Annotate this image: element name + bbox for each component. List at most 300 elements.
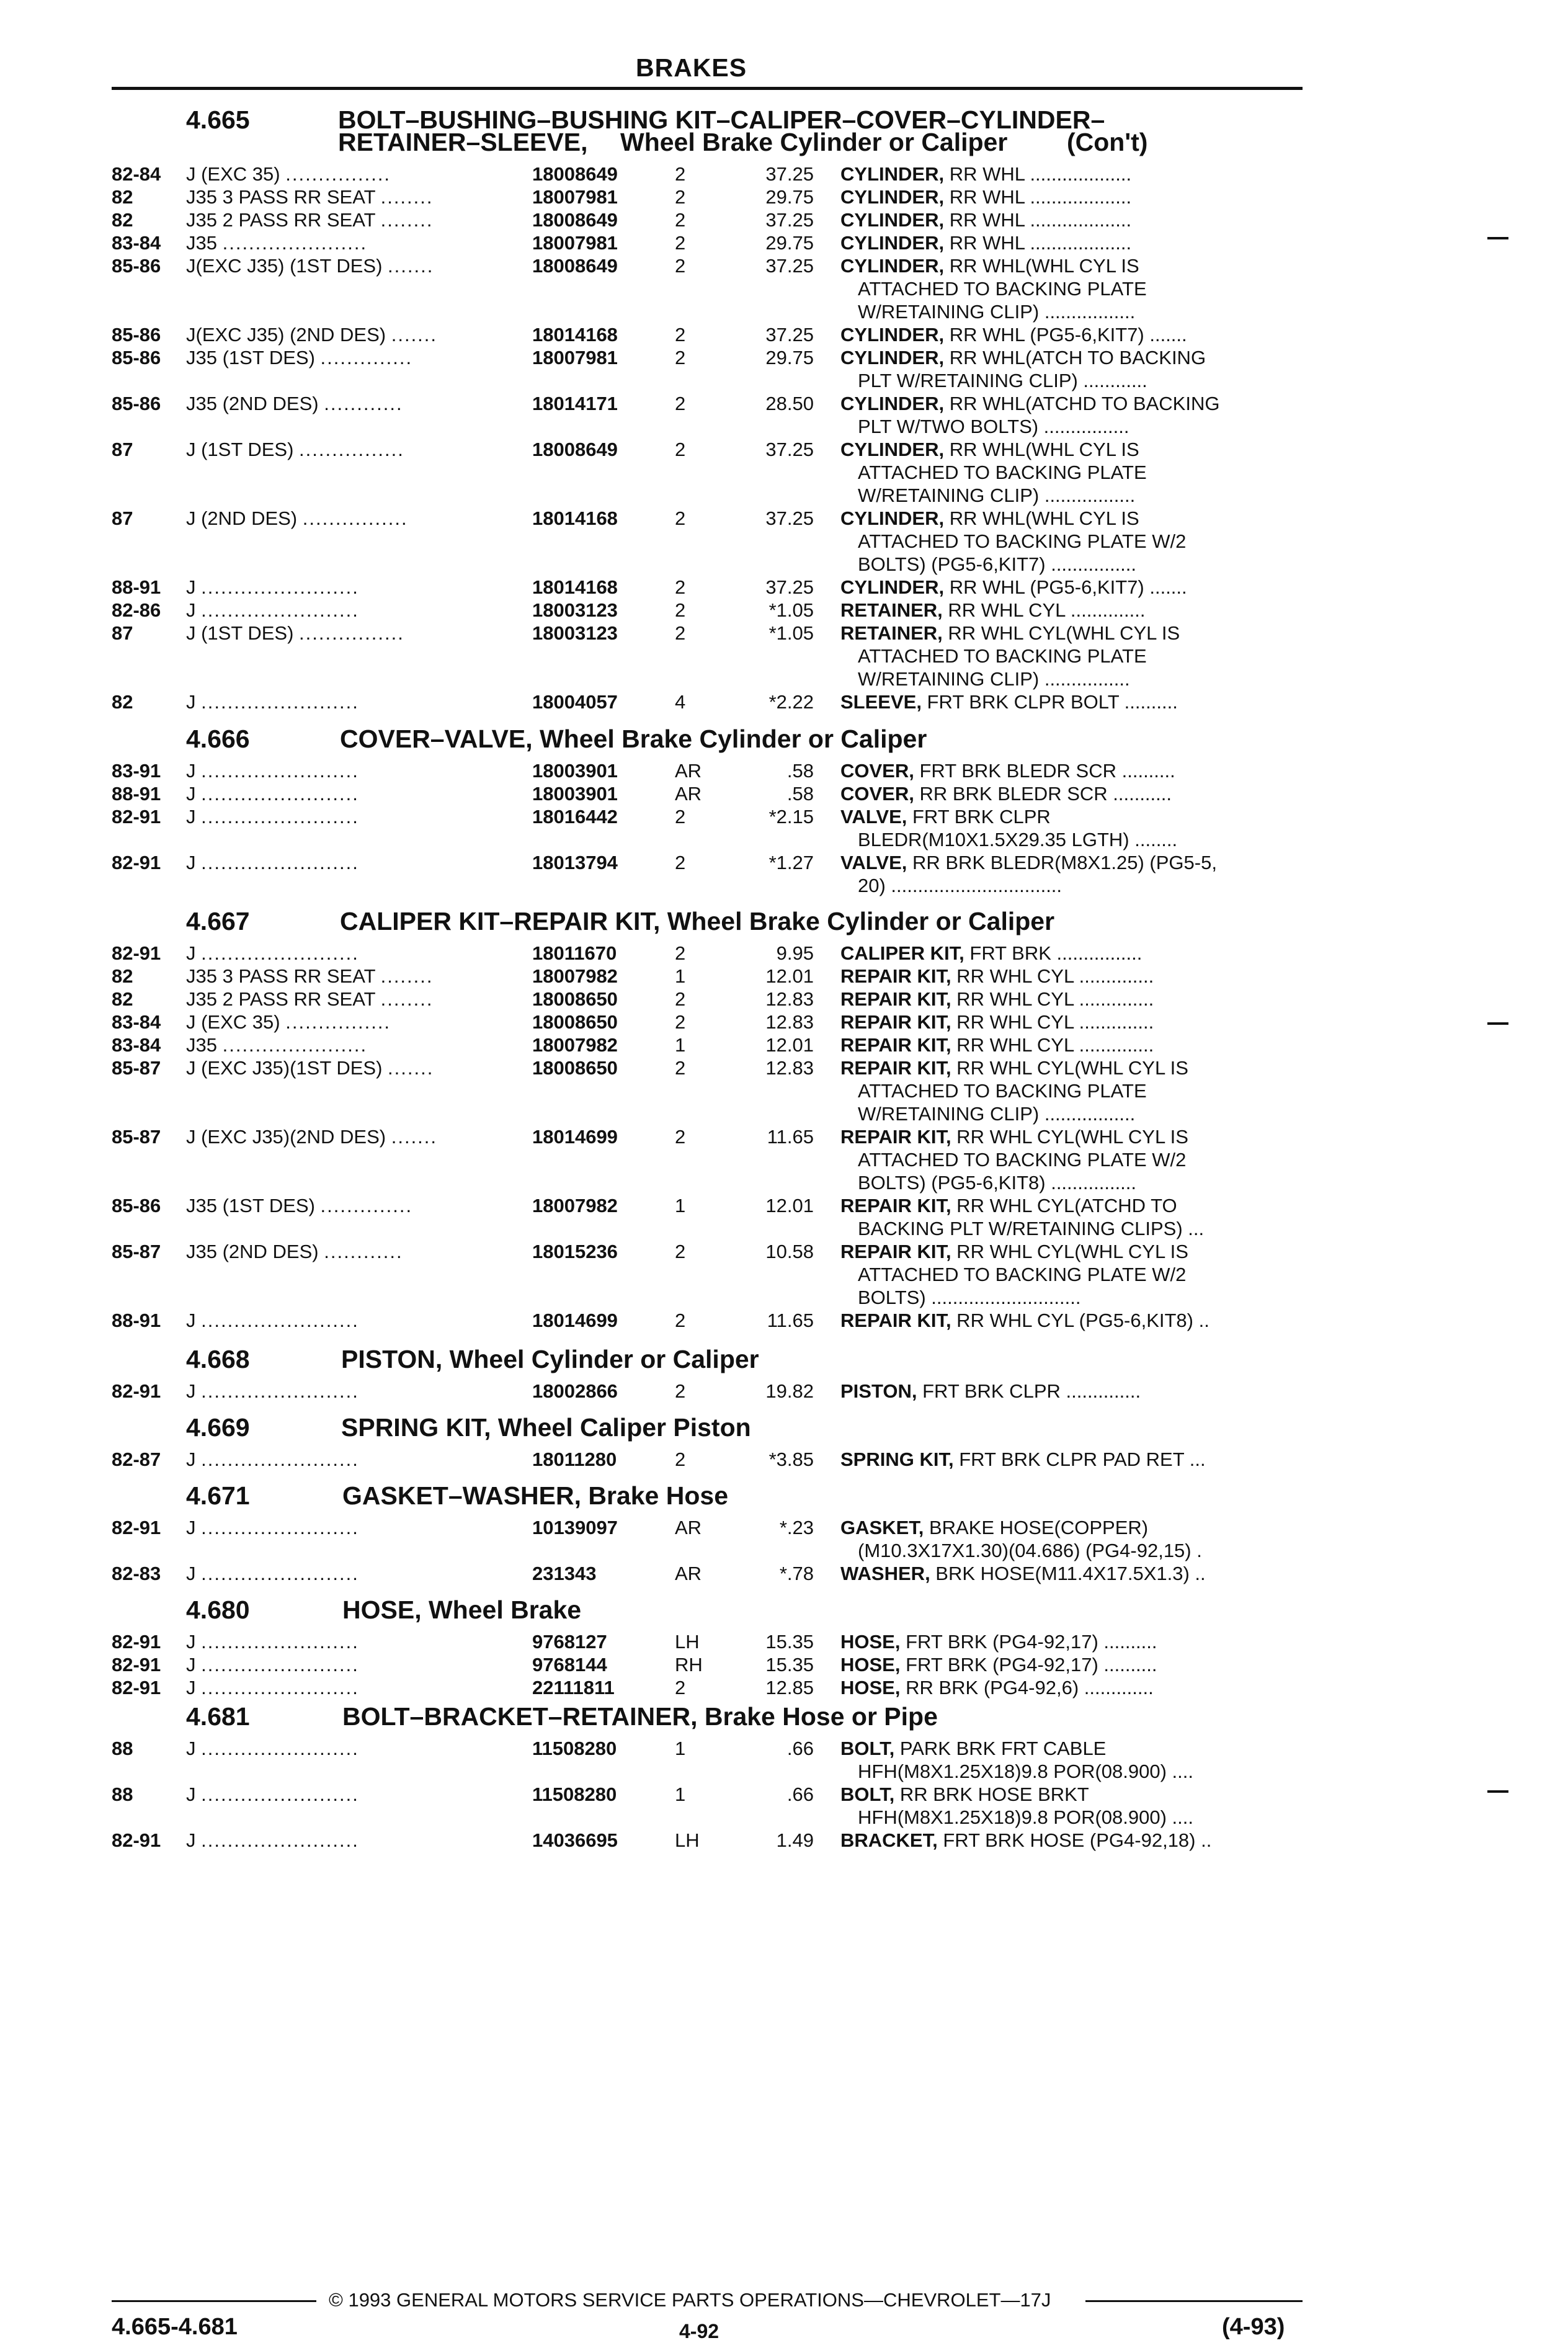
application-text: J [186,1448,196,1470]
quantity: 2 [675,507,686,529]
price: .58 [786,783,814,805]
part-number: 18014168 [532,507,618,529]
part-number: 18013794 [532,852,618,873]
description-noun: RETAINER, [840,599,943,621]
model-year: 82-91 [112,1677,161,1698]
leader-dots: ........................ [201,783,359,805]
description-noun: CYLINDER, [840,324,945,346]
section-number: 4.668 [186,1345,250,1373]
price: 1.49 [776,1829,814,1851]
part-number: 18008650 [532,988,618,1010]
application-text: J [186,852,196,873]
description-noun: REPAIR KIT, [840,965,951,987]
description-text: FRT BRK CLPR PAD RET ... [953,1448,1206,1470]
description-noun: REPAIR KIT, [840,1126,951,1148]
description-noun: CALIPER KIT, [840,942,964,964]
application [186,438,404,461]
application-text: J [186,599,196,621]
description-noun: RETAINER, [840,622,943,644]
footer-copyright: © 1993 GENERAL MOTORS SERVICE PARTS OPERATIONS—CHEVROLET—17J [329,2289,1051,2311]
description [840,1240,1188,1309]
part-number: 18014171 [532,393,618,414]
model-year: 82-91 [112,942,161,964]
description [840,254,1147,323]
description [840,759,1175,782]
description-noun: WASHER, [840,1563,930,1584]
application-text: J35 2 PASS RR SEAT [186,209,375,231]
leader-dots: ................ [302,507,408,529]
application-text: J [186,1829,196,1851]
leader-dots: ........................ [201,806,359,828]
part-number: 18007982 [532,1034,618,1056]
quantity: RH [675,1654,703,1676]
application-text: J [186,1310,196,1331]
description [840,323,1187,346]
description-noun: CYLINDER, [840,347,945,368]
section-title: COVER–VALVE, Wheel Brake Cylinder or Caliper [340,725,927,753]
model-year: 83-91 [112,760,161,782]
part-number: 18014168 [532,324,618,346]
leader-dots: ........................ [201,760,359,782]
section-number: 4.669 [186,1413,250,1442]
quantity: 2 [675,393,686,414]
model-year: 88 [112,1783,133,1805]
section-subtitle: Wheel Brake Cylinder or Caliper [620,128,1008,156]
application [186,507,408,530]
quantity: 2 [675,1448,686,1470]
description-text: PARK BRK FRT CABLE [894,1738,1107,1759]
model-year: 85-86 [112,324,161,346]
application [186,208,434,231]
description-continuation: W/RETAINING CLIP) ................. [858,1103,1136,1125]
part-number: 18007981 [532,232,618,254]
application [186,346,412,369]
quantity: 2 [675,209,686,231]
description-text: RR WHL CYL .............. [951,965,1154,987]
description-continuation: 20) ................................ [858,875,1062,896]
description-noun: CYLINDER, [840,163,945,185]
description-text: FRT BRK (PG4-92,17) .......... [900,1654,1157,1676]
description-noun: VALVE, [840,806,907,828]
section-number: 4.680 [186,1595,250,1624]
quantity: 2 [675,1126,686,1148]
description-text: RR WHL CYL(WHL CYL IS [951,1057,1188,1079]
description [840,1448,1206,1471]
description-text: RR WHL [944,209,1025,231]
price: *2.15 [768,806,814,828]
quantity: AR [675,1563,702,1584]
description-noun: REPAIR KIT, [840,1034,951,1056]
quantity: LH [675,1829,700,1851]
application [186,185,434,208]
description-text: RR WHL (PG5-6,KIT7) ....... [944,324,1187,346]
description [840,1033,1154,1056]
application [186,1562,359,1585]
quantity: AR [675,1517,702,1538]
application-text: J [186,783,196,805]
part-number: 22111811 [532,1677,615,1698]
application-text: J [186,1380,196,1402]
application [186,782,359,805]
model-year: 82 [112,965,133,987]
price: 28.50 [765,393,814,414]
description-noun: SLEEVE, [840,691,922,713]
application [186,1240,403,1263]
quantity: 2 [675,1011,686,1033]
application [186,851,359,874]
description-text: RR WHL CYL .............. [951,1034,1154,1056]
leader-dots: ................... [1024,232,1132,254]
part-number: 18014699 [532,1126,618,1148]
quantity: 2 [675,599,686,621]
leader-dots: ............ [324,1241,403,1262]
leader-dots: ................ [299,439,404,460]
section-number: 4.681 [186,1702,250,1731]
description-text: RR WHL(ATCH TO BACKING [944,347,1206,368]
price: *1.05 [768,599,814,621]
section-title: BOLT–BUSHING–BUSHING KIT–CALIPER–COVER–CYLINDER– [338,105,1105,134]
part-number: 18016442 [532,806,618,828]
part-number: 18003123 [532,599,618,621]
leader-dots: ........................ [201,942,359,964]
model-year: 82-86 [112,599,161,621]
section-number: 4.665 [186,105,250,134]
model-year: 87 [112,622,133,644]
description [840,1516,1202,1562]
application [186,392,403,415]
description-text: FRT BRK CLPR [907,806,1051,828]
price: .66 [786,1738,814,1759]
description [840,1783,1193,1829]
application [186,1033,367,1056]
application-text: J [186,1677,196,1698]
part-number: 18008649 [532,209,618,231]
description-continuation: ATTACHED TO BACKING PLATE [858,1080,1147,1102]
price: 29.75 [765,186,814,208]
application [186,599,359,622]
part-number: 231343 [532,1563,597,1584]
model-year: 85-86 [112,393,161,414]
application [186,942,359,965]
application [186,1309,359,1332]
part-number: 18008650 [532,1057,618,1079]
section-title: SPRING KIT, Wheel Caliper Piston [341,1413,751,1442]
price: 12.01 [765,1034,814,1056]
model-year: 82-91 [112,806,161,828]
quantity: 2 [675,1677,686,1698]
price: 12.83 [765,1011,814,1033]
description [840,1194,1204,1240]
price: 12.85 [765,1677,814,1698]
leader-dots: ....... [388,255,434,277]
description-text: FRT BRK BLEDR SCR .......... [914,760,1175,782]
description-noun: COVER, [840,783,914,805]
leader-dots: .............. [320,347,413,368]
leader-dots: ................ [299,622,404,644]
application [186,622,404,645]
quantity: 1 [675,965,686,987]
description-continuation: BOLTS) (PG5-6,KIT8) ................ [858,1172,1137,1194]
price: 11.65 [767,1310,814,1331]
quantity: 4 [675,691,686,713]
model-year: 83-84 [112,1011,161,1033]
quantity: AR [675,783,702,805]
leader-dots: ........ [380,988,434,1010]
description-continuation: W/RETAINING CLIP) ................. [858,301,1136,323]
leader-dots: ...................... [222,232,368,254]
price: .58 [786,760,814,782]
quantity: 2 [675,347,686,368]
description-noun: REPAIR KIT, [840,1195,951,1216]
leader-dots: ........................ [201,852,359,873]
quantity: 2 [675,163,686,185]
quantity: 2 [675,942,686,964]
application-text: J (EXC 35) [186,163,280,185]
part-number: 18008649 [532,163,618,185]
description-noun: CYLINDER, [840,507,945,529]
part-number: 18008649 [532,255,618,277]
margin-mark [1487,1790,1508,1793]
application-text: J [186,1517,196,1538]
leader-dots: ................ [285,1011,391,1033]
margin-mark [1487,237,1508,239]
model-year: 82 [112,691,133,713]
part-number: 18014699 [532,1310,618,1331]
section-title-line2: RETAINER–SLEEVE, [338,128,588,156]
description-noun: COVER, [840,760,914,782]
description-text: RR BRK BLEDR(M8X1.25) (PG5-5, [907,852,1217,873]
description [840,851,1217,897]
part-number: 18007981 [532,186,618,208]
description [840,507,1186,576]
model-year: 85-87 [112,1057,161,1079]
model-year: 82-91 [112,1829,161,1851]
application-text: J(EXC J35) (2ND DES) [186,324,386,346]
model-year: 82-91 [112,1631,161,1653]
description-text: FRT BRK CLPR BOLT .......... [921,691,1178,713]
description [840,1056,1188,1125]
leader-dots: ........................ [201,1829,359,1851]
part-number: 9768144 [532,1654,607,1676]
description-noun: CYLINDER, [840,255,945,277]
leader-dots: .............. [320,1195,413,1216]
description-text: RR WHL(ATCHD TO BACKING [944,393,1220,414]
quantity: AR [675,760,702,782]
description [840,1676,1154,1699]
model-year: 87 [112,439,133,460]
description-text: RR WHL(WHL CYL IS [944,507,1139,529]
price: 12.83 [765,1057,814,1079]
description-text: RR WHL CYL(WHL CYL IS [951,1241,1188,1262]
description-continuation: ATTACHED TO BACKING PLATE W/2 [858,1149,1187,1171]
description [840,805,1177,851]
application-text: J35 2 PASS RR SEAT [186,988,375,1010]
application [186,805,359,828]
part-number: 18007981 [532,347,618,368]
description-continuation: ATTACHED TO BACKING PLATE W/2 [858,1264,1187,1285]
application [186,690,359,713]
description-noun: BOLT, [840,1783,895,1805]
application-text: J (2ND DES) [186,507,298,529]
description-text: RR WHL (PG5-6,KIT7) ....... [944,576,1187,598]
price: 12.01 [765,965,814,987]
description-text: RR WHL(WHL CYL IS [944,439,1139,460]
leader-dots: ................... [1024,163,1132,185]
leader-dots: ....... [391,324,438,346]
quantity: LH [675,1631,700,1653]
price: *1.05 [768,622,814,644]
page-header-title: BRAKES [636,53,747,82]
leader-dots: ........ [380,209,434,231]
description-continuation: ATTACHED TO BACKING PLATE W/2 [858,530,1187,552]
leader-dots: ........................ [201,1783,359,1805]
description-noun: BOLT, [840,1738,895,1759]
application [186,1676,359,1699]
application-text: J [186,1783,196,1805]
description-text: FRT BRK (PG4-92,17) .......... [900,1631,1157,1653]
application [186,1448,359,1471]
price: 12.83 [765,988,814,1010]
description [840,1309,1209,1332]
application-text: J [186,1738,196,1759]
application [186,759,359,782]
price: 37.25 [765,255,814,277]
application [186,1783,359,1806]
application-text: J35 [186,1034,217,1056]
description [840,1380,1141,1403]
model-year: 85-86 [112,1195,161,1216]
footer-page-number: 4-92 [679,2320,719,2342]
leader-dots: ........................ [201,1517,359,1538]
footer-rule-left [112,2300,316,2302]
application-text: J [186,1631,196,1653]
application [186,163,391,185]
description-text: FRT BRK CLPR .............. [917,1380,1141,1402]
leader-dots: ........................ [201,1310,359,1331]
quantity: 2 [675,232,686,254]
price: 37.25 [765,507,814,529]
description [840,1125,1188,1194]
application [186,1829,359,1852]
description-continuation: HFH(M8X1.25X18)9.8 POR(08.900) .... [858,1761,1194,1782]
application-text: J [186,1563,196,1584]
description-text: RR WHL [944,232,1025,254]
section-number: 4.671 [186,1481,250,1510]
description-noun: REPAIR KIT, [840,1310,951,1331]
part-number: 18003901 [532,783,618,805]
price: .66 [786,1783,814,1805]
description [840,438,1147,507]
application-text: J35 (2ND DES) [186,393,319,414]
description-continuation: ATTACHED TO BACKING PLATE [858,278,1147,300]
leader-dots: ................ [285,163,391,185]
model-year: 85-86 [112,347,161,368]
description-noun: CYLINDER, [840,186,945,208]
application [186,254,434,277]
section-title: GASKET–WASHER, Brake Hose [342,1481,729,1510]
application [186,1011,391,1033]
part-number: 18002866 [532,1380,618,1402]
model-year: 88-91 [112,576,161,598]
description-noun: REPAIR KIT, [840,1011,951,1033]
application-text: J (EXC J35)(1ST DES) [186,1057,383,1079]
description-noun: VALVE, [840,852,907,873]
description [840,392,1219,438]
model-year: 85-86 [112,255,161,277]
leader-dots: ....... [391,1126,438,1148]
price: 37.25 [765,209,814,231]
header-rule [112,87,1303,90]
quantity: 1 [675,1034,686,1056]
part-number: 18008650 [532,1011,618,1033]
application [186,1125,437,1148]
application-text: J(EXC J35) (1ST DES) [186,255,383,277]
model-year: 82 [112,186,133,208]
price: 9.95 [776,942,814,964]
application-text: J35 3 PASS RR SEAT [186,186,375,208]
price: 11.65 [767,1126,814,1148]
description [840,576,1187,599]
leader-dots: ........................ [201,1677,359,1698]
price: 15.35 [765,1654,814,1676]
section-continued-label: (Con't) [1067,128,1148,156]
description-continuation: BOLTS) (PG5-6,KIT7) ................ [858,553,1137,575]
part-number: 14036695 [532,1829,618,1851]
price: 29.75 [765,232,814,254]
part-number: 11508280 [532,1783,617,1805]
application-text: J35 (2ND DES) [186,1241,319,1262]
leader-dots: ....... [388,1057,434,1079]
part-number: 18007982 [532,1195,618,1216]
description [840,599,1145,622]
description-noun: CYLINDER, [840,576,945,598]
model-year: 82 [112,209,133,231]
description-text: RR WHL(WHL CYL IS [944,255,1139,277]
section-number: 4.666 [186,725,250,753]
application-text: J35 (1ST DES) [186,1195,315,1216]
margin-mark [1487,1022,1508,1025]
leader-dots: ........................ [201,691,359,713]
application [186,1653,359,1676]
description-text: RR WHL CYL .............. [951,988,1154,1010]
model-year: 87 [112,507,133,529]
leader-dots: ........................ [201,1448,359,1470]
model-year: 88-91 [112,1310,161,1331]
quantity: 2 [675,439,686,460]
application-text: J35 3 PASS RR SEAT [186,965,375,987]
description [840,163,1131,185]
description-noun: GASKET, [840,1517,924,1538]
description-continuation: HFH(M8X1.25X18)9.8 POR(08.900) .... [858,1806,1194,1828]
description-noun: SPRING KIT, [840,1448,954,1470]
leader-dots: ................... [1024,209,1132,231]
price: *.78 [779,1563,814,1584]
price: 10.58 [765,1241,814,1262]
price: *.23 [779,1517,814,1538]
quantity: 2 [675,1380,686,1402]
part-number: 18003123 [532,622,618,644]
description [840,1562,1206,1585]
application-text: J (EXC J35)(2ND DES) [186,1126,386,1148]
section-title: PISTON, Wheel Cylinder or Caliper [341,1345,759,1373]
description-noun: CYLINDER, [840,209,945,231]
price: 15.35 [765,1631,814,1653]
description-continuation: (M10.3X17X1.30)(04.686) (PG4-92,15) . [858,1540,1202,1561]
leader-dots: ...................... [222,1034,368,1056]
description-noun: BRACKET, [840,1829,938,1851]
leader-dots: ........................ [201,599,359,621]
application-text: J35 (1ST DES) [186,347,315,368]
